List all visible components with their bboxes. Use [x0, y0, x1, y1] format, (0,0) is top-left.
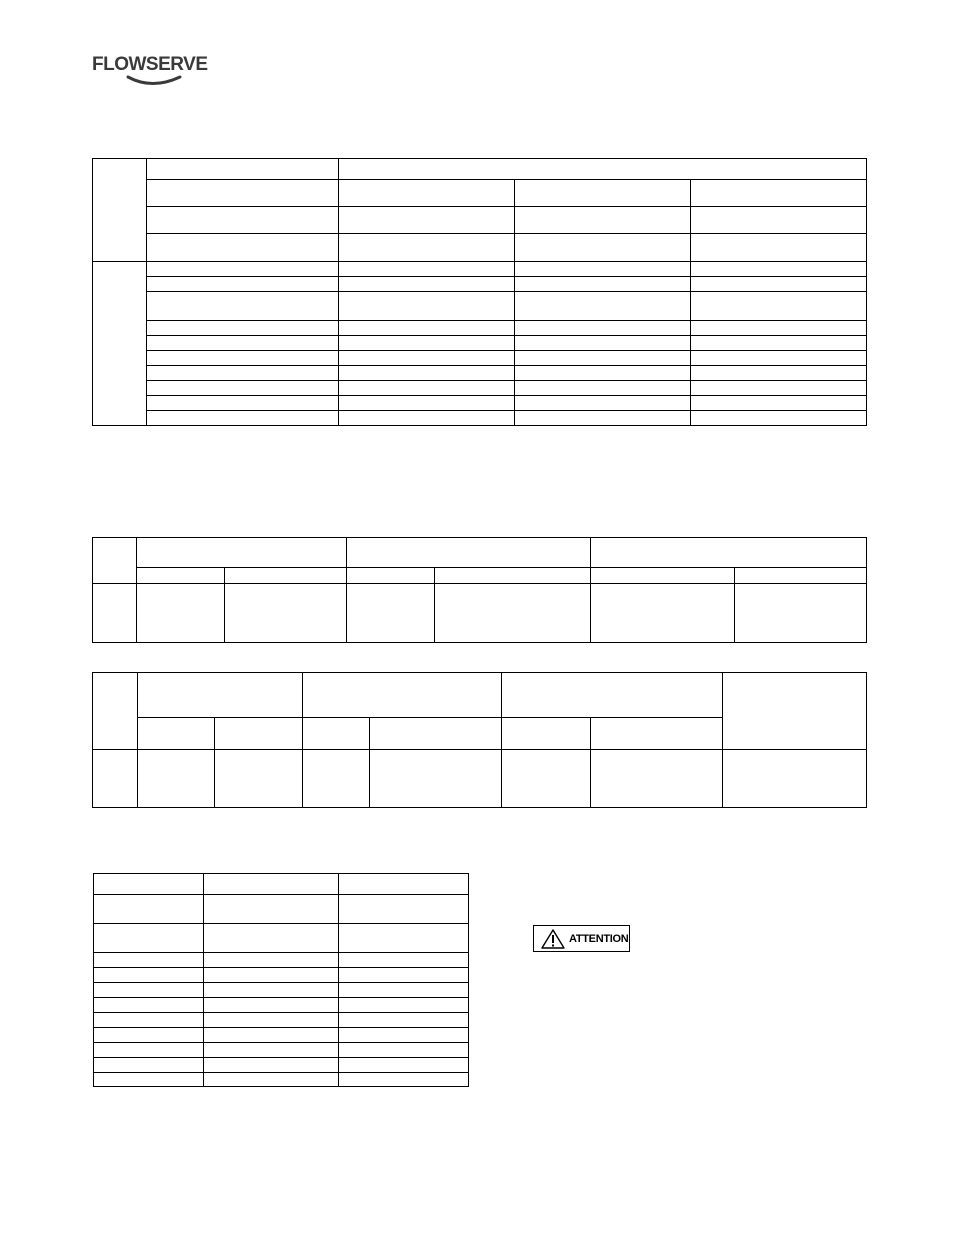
brand-wordmark: FLOWSERVE: [92, 54, 208, 75]
table-row: [93, 584, 867, 643]
table-row: [94, 895, 469, 924]
table-row: [93, 262, 867, 277]
table-row: [93, 366, 867, 381]
table-1: [92, 158, 867, 426]
table-row: [93, 673, 867, 718]
table-2: [92, 537, 867, 643]
table-row: [93, 234, 867, 262]
table-4: [93, 873, 469, 1087]
warning-triangle-icon: [541, 929, 565, 949]
table-row: [94, 968, 469, 983]
table-row: [93, 277, 867, 292]
table-row: [93, 568, 867, 584]
table-row: [93, 381, 867, 396]
table-row: [94, 874, 469, 895]
table-row: [93, 180, 867, 207]
attention-notice: [533, 925, 630, 952]
table-row: [94, 924, 469, 953]
table-row: [93, 292, 867, 321]
table-row: [93, 750, 867, 808]
table-row: [94, 1058, 469, 1073]
table-row: [94, 953, 469, 968]
table-row: [94, 1013, 469, 1028]
table-row: [94, 1043, 469, 1058]
logo-swoosh-icon: [92, 50, 212, 90]
flowserve-logo: [92, 50, 212, 90]
table-row: [94, 1073, 469, 1087]
table-3: [92, 672, 867, 808]
table-row: [93, 538, 867, 568]
table-row: [93, 321, 867, 336]
table-row: [93, 351, 867, 366]
table-row: [93, 207, 867, 234]
table-row: [94, 1028, 469, 1043]
table-row: [93, 159, 867, 180]
table-row: [93, 411, 867, 426]
attention-label: ATTENTION: [569, 933, 629, 945]
table-row: [94, 998, 469, 1013]
table-row: [94, 983, 469, 998]
table-row: [93, 396, 867, 411]
table-row: [93, 336, 867, 351]
